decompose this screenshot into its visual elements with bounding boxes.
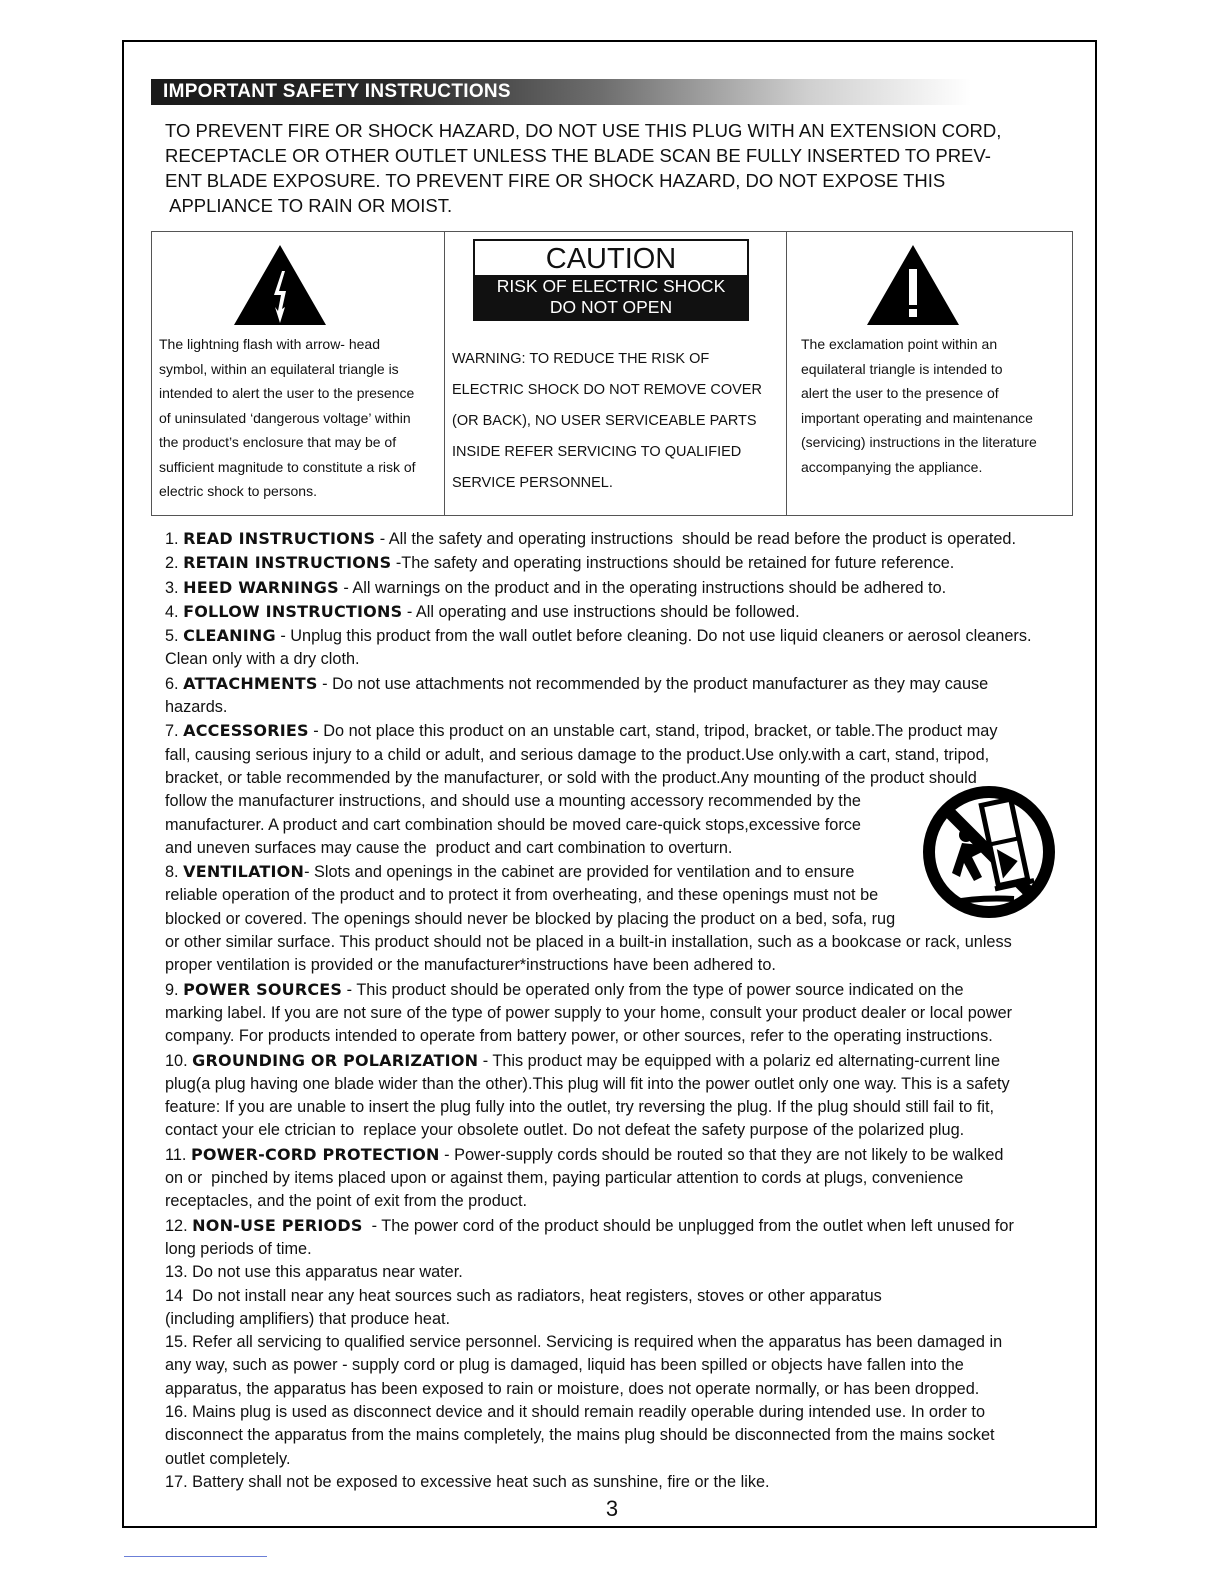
item-keyword: CLEANING	[183, 626, 276, 646]
item-number: 9.	[165, 980, 184, 999]
item-keyword: FOLLOW INSTRUCTIONS	[183, 601, 403, 621]
item-text: blocked or covered. The openings should never be blocked by placing the product on a bed, sofa, rug	[165, 909, 896, 928]
list-item	[165, 624, 1090, 672]
list-item-line	[165, 1190, 1090, 1213]
intro-line: ENT BLADE EXPOSURE. TO PREVENT FIRE OR SHOCK HAZARD, DO NOT EXPOSE THIS	[165, 170, 946, 191]
item-text: - This product may be equipped with a polariz ed alternating-current line	[478, 1051, 1001, 1070]
item-number: 13.	[165, 1263, 193, 1282]
list-item-line	[165, 978, 1090, 1002]
no-cart-tipover-icon	[918, 785, 1060, 919]
list-item	[165, 1331, 1090, 1401]
item-text: - Do not use attachments not recommended by the product manufacturer as they may cause	[317, 674, 989, 693]
item-number: 10.	[165, 1051, 193, 1070]
item-number: 1.	[165, 530, 184, 548]
instruction-list	[165, 527, 1090, 1494]
list-item-line	[165, 1025, 1090, 1048]
lightning-cell	[152, 232, 445, 515]
list-item-line	[165, 1378, 1090, 1401]
list-item	[165, 1214, 1090, 1262]
footer-rule	[124, 1556, 267, 1557]
item-text: - The power cord of the product should be unplugged from the outlet when left unused for	[362, 1216, 1014, 1235]
list-item-line	[165, 696, 1090, 719]
item-text: and uneven surfaces may cause the product and cart combination to overturn.	[165, 838, 733, 857]
item-number: 16.	[165, 1402, 193, 1421]
list-item-line	[165, 624, 1090, 648]
item-number: 6.	[165, 674, 184, 693]
item-text: or other similar surface. This product should not be placed in a built-in installation, such as a bookcase or rack, unless	[165, 933, 1012, 952]
item-text: Clean only with a dry cloth.	[165, 650, 360, 669]
item-keyword: POWER SOURCES	[183, 979, 343, 999]
intro-line: TO PREVENT FIRE OR SHOCK HAZARD, DO NOT USE THIS PLUG WITH AN EXTENSION CORD,	[165, 120, 1002, 141]
item-text: Do not install near any heat sources such as radiators, heat registers, stoves or other apparatus	[187, 1286, 882, 1305]
item-number: 5.	[165, 627, 184, 646]
item-text: reliable operation of the product and to protect it from overheating, and these openings must not be	[165, 886, 879, 905]
item-text: bracket, or table recommended by the manufacturer, or sold with the product.Any mounting of the product should	[165, 768, 977, 787]
item-keyword: HEED WARNINGS	[183, 577, 339, 597]
list-item-line	[165, 1261, 1090, 1284]
item-text: feature: If you are unable to insert the plug fully into the outlet, try reversing the plug. If the plug should still fail to fit,	[165, 1098, 995, 1117]
item-number: 8.	[165, 863, 184, 882]
list-item-line	[165, 551, 1090, 575]
item-text: Do not use this apparatus near water.	[192, 1263, 463, 1282]
intro-line: RECEPTACLE OR OTHER OUTLET UNLESS THE BLADE SCAN BE FULLY INSERTED TO PREV-	[165, 145, 991, 166]
item-text: contact your ele ctrician to replace your obsolete outlet. Do not defeat the safety purpose of the polarized plug.	[165, 1121, 965, 1140]
intro-line: APPLIANCE TO RAIN OR MOIST.	[165, 195, 453, 216]
item-number: 12.	[165, 1216, 193, 1235]
item-keyword: NON-USE PERIODS	[192, 1215, 363, 1235]
caution-label	[473, 239, 749, 321]
item-number: 7.	[165, 722, 184, 741]
item-text: receptacles, and the point of exit from the product.	[165, 1192, 528, 1211]
item-text: outlet completely.	[165, 1449, 291, 1468]
item-text: - Unplug this product from the wall outlet before cleaning. Do not use liquid cleaners or aerosol cleaners.	[275, 627, 1032, 646]
list-item-line	[165, 1119, 1090, 1142]
exclamation-warning-triangle-icon	[865, 243, 961, 327]
list-item-line	[165, 719, 1090, 743]
item-text: proper ventilation is provided or the manufacturer*instructions have been adhered to.	[165, 956, 776, 975]
list-item-line	[165, 1448, 1090, 1471]
list-item-line	[165, 1471, 1090, 1494]
symbol-table	[151, 231, 1073, 516]
exclamation-description: The exclamation point within an equilateral triangle is intended to alert the user to the presence of important operating and maintenance (servicing) instructions in the literature accompanying the appliance.	[801, 336, 1037, 475]
list-item-line	[165, 1424, 1090, 1447]
list-item	[165, 1049, 1090, 1143]
item-text: apparatus, the apparatus has been exposed to rain or moisture, does not operate normally, or has been dropped.	[165, 1379, 980, 1398]
item-text: Battery shall not be exposed to excessive heat such as sunshine, fire or the like.	[192, 1472, 770, 1491]
item-number: 2.	[165, 554, 184, 573]
item-keyword: READ INSTRUCTIONS	[183, 529, 376, 548]
list-item-line	[165, 1238, 1090, 1261]
item-text: - Slots and openings in the cabinet are provided for ventilation and to ensure	[304, 863, 855, 882]
item-text: plug(a plug having one blade wider than the other).This plug will fit into the power outlet only one way. This is a safety	[165, 1074, 1010, 1093]
item-number: 17.	[165, 1472, 193, 1491]
list-item-line	[165, 1167, 1090, 1190]
item-text: on or pinched by items placed upon or against them, paying particular attention to cords at plugs, convenience	[165, 1169, 964, 1188]
item-text: company. For products intended to operate from battery power, or other sources, refer to the operating instructions.	[165, 1027, 993, 1046]
list-item	[165, 1471, 1090, 1494]
list-item-line	[165, 672, 1090, 696]
list-item-line	[165, 1002, 1090, 1025]
list-item	[165, 527, 1090, 551]
list-item-line	[165, 1308, 1090, 1331]
list-item-line	[165, 1401, 1090, 1424]
list-item-line	[165, 527, 1090, 551]
item-text: - All the safety and operating instructions should be read before the product is operated.	[375, 530, 1017, 548]
item-text: - Do not place this product on an unstable cart, stand, tripod, bracket, or table.The product may	[308, 722, 998, 741]
item-text: - This product should be operated only from the type of power source indicated on the	[342, 980, 964, 999]
item-number: 4.	[165, 602, 184, 621]
item-text: follow the manufacturer instructions, and should use a mounting accessory recommended by the	[165, 792, 861, 811]
list-item-line	[165, 1096, 1090, 1119]
item-keyword: VENTILATION	[183, 862, 305, 882]
list-item-line	[165, 600, 1090, 624]
item-keyword: POWER-CORD PROTECTION	[190, 1144, 440, 1164]
list-item	[165, 1261, 1090, 1284]
item-text: fall, causing serious injury to a child or adult, and serious damage to the product.Use only.with a cart, stand, tripod,	[165, 745, 990, 764]
list-item-line	[165, 744, 1090, 767]
item-text: disconnect the apparatus from the mains completely, the mains plug should be disconnected from the mains socket	[165, 1426, 995, 1445]
item-text: - Power-supply cords should be routed so that they are not likely to be walked	[439, 1145, 1004, 1164]
list-item-line	[165, 1331, 1090, 1354]
item-keyword: ATTACHMENTS	[183, 673, 318, 693]
list-item	[165, 1143, 1090, 1214]
list-item	[165, 576, 1090, 600]
section-title: IMPORTANT SAFETY INSTRUCTIONS	[163, 81, 511, 102]
item-text: hazards.	[165, 698, 228, 717]
list-item-line	[165, 648, 1090, 671]
page-number: 3	[605, 1496, 619, 1521]
item-number: 15.	[165, 1333, 193, 1352]
list-item-line	[165, 1143, 1090, 1167]
list-item	[165, 978, 1090, 1049]
list-item-line	[165, 576, 1090, 600]
list-item-line	[165, 1214, 1090, 1238]
list-item	[165, 551, 1090, 575]
list-item	[165, 1401, 1090, 1471]
intro-warning	[165, 118, 1065, 218]
item-keyword: RETAIN INSTRUCTIONS	[183, 553, 392, 573]
list-item-line	[165, 1354, 1090, 1377]
item-text: long periods of time.	[165, 1239, 312, 1258]
exclamation-cell	[787, 232, 1072, 515]
item-number: 14	[165, 1286, 188, 1305]
list-item	[165, 600, 1090, 624]
item-text: - All warnings on the product and in the operating instructions should be adhered to.	[338, 578, 947, 597]
warning-text: WARNING: TO REDUCE THE RISK OF ELECTRIC SHOCK DO NOT REMOVE COVER (OR BACK), NO USER SERVICEABLE PARTS INSIDE REFER SERVICING TO QUALIFIED SERVICE PERSONNEL.	[452, 351, 762, 491]
item-text: -The safety and operating instructions should be retained for future reference.	[391, 554, 955, 573]
item-keyword: GROUNDING OR POLARIZATION	[192, 1050, 479, 1070]
lightning-warning-triangle-icon	[232, 243, 328, 327]
caution-title: CAUTION	[545, 243, 677, 275]
item-text: manufacturer. A product and cart combination should be moved care-quick stops,excessive force	[165, 815, 861, 834]
caution-subtitle: RISK OF ELECTRIC SHOCK DO NOT OPEN	[475, 275, 747, 319]
list-item	[165, 1285, 1090, 1332]
lightning-description: The lightning flash with arrow- head symbol, within an equilateral triangle is intended to alert the user to the presence of uninsulated ‘dangerous voltage’ within the product’s enclosure that may be of sufficient magnitude to constitute a risk of electric shock to persons.	[159, 336, 416, 499]
list-item-line	[165, 954, 1090, 977]
item-number: 11.	[165, 1145, 191, 1164]
list-item-line	[165, 1285, 1090, 1308]
item-text: Refer all servicing to qualified service personnel. Servicing is required when the apparatus has been damaged in	[192, 1333, 1003, 1352]
item-text: (including amplifiers) that produce heat.	[165, 1309, 451, 1328]
item-text: - All operating and use instructions should be followed.	[402, 602, 800, 621]
section-header	[151, 79, 971, 105]
item-keyword: ACCESSORIES	[183, 721, 309, 741]
item-text: marking label. If you are not sure of the type of power supply to your home, consult your product dealer or local power	[165, 1003, 1013, 1022]
list-item	[165, 672, 1090, 720]
caution-cell	[445, 232, 787, 515]
list-item-line	[165, 931, 1090, 954]
item-number: 3.	[165, 578, 184, 597]
item-text: any way, such as power - supply cord or plug is damaged, liquid has been spilled or objects have fallen into the	[165, 1356, 964, 1375]
item-text: Mains plug is used as disconnect device and it should remain readily operable during intended use. In order to	[192, 1402, 986, 1421]
list-item-line	[165, 1073, 1090, 1096]
list-item-line	[165, 1049, 1090, 1073]
